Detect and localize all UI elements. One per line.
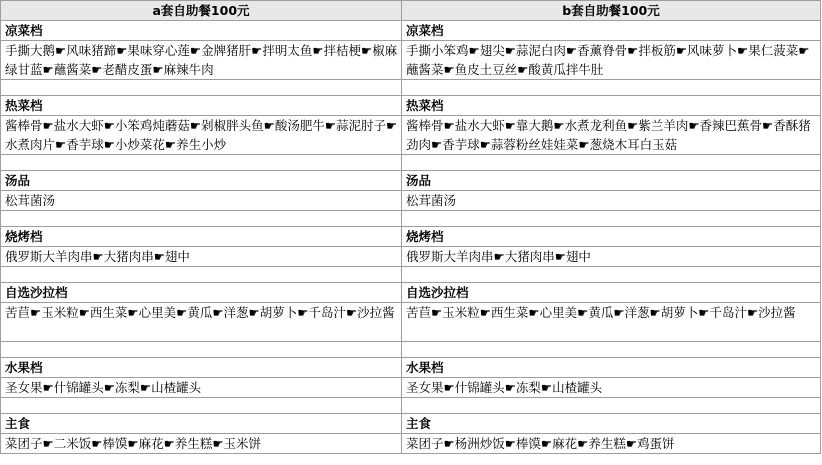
section-title-b: 主食 <box>402 414 821 434</box>
section-items-row <box>1 303 821 342</box>
section-title-a: 自选沙拉档 <box>1 283 402 303</box>
spacer-cell <box>402 155 821 171</box>
section-title-row <box>1 414 821 434</box>
spacer-row <box>1 80 821 96</box>
section-title-a: 水果档 <box>1 358 402 378</box>
section-title-row <box>1 283 821 303</box>
spacer-cell <box>402 398 821 414</box>
column-header-b: b套自助餐100元 <box>402 1 821 21</box>
section-items-b: 圣女果☛什锦罐头☛冻梨☛山楂罐头 <box>402 378 821 398</box>
section-title-row <box>1 21 821 41</box>
spacer-row <box>1 342 821 358</box>
section-items-a: 俄罗斯大羊肉串☛大猪肉串☛翅中 <box>1 247 402 267</box>
section-items-a: 圣女果☛什锦罐头☛冻梨☛山楂罐头 <box>1 378 402 398</box>
section-title-b: 汤品 <box>402 171 821 191</box>
column-header-a: a套自助餐100元 <box>1 1 402 21</box>
spacer-cell <box>1 398 402 414</box>
spacer-cell <box>1 342 402 358</box>
spacer-cell <box>402 267 821 283</box>
section-title-row <box>1 358 821 378</box>
section-title-b: 凉菜档 <box>402 21 821 41</box>
section-items-row <box>1 247 821 267</box>
section-title-row <box>1 171 821 191</box>
section-title-a: 热菜档 <box>1 96 402 116</box>
section-items-row <box>1 378 821 398</box>
section-items-row <box>1 41 821 80</box>
section-items-b: 酱棒骨☛盐水大虾☛靠大鹅☛水煮龙利鱼☛紫兰羊肉☛香辣巴蕉骨☛香酥猪劲肉☛香芋球☛蒜蓉粉丝娃娃菜☛葱烧木耳白玉菇 <box>402 116 821 155</box>
section-items-b: 菜团子☛杨洲炒饭☛棒馍☛麻花☛养生糕☛鸡蛋饼 <box>402 434 821 454</box>
section-items-row <box>1 116 821 155</box>
spacer-cell <box>402 80 821 96</box>
section-title-b: 热菜档 <box>402 96 821 116</box>
section-title-a: 烧烤档 <box>1 227 402 247</box>
section-title-b: 自选沙拉档 <box>402 283 821 303</box>
spacer-cell <box>402 211 821 227</box>
section-title-a: 汤品 <box>1 171 402 191</box>
spacer-row <box>1 155 821 171</box>
section-items-row <box>1 434 821 454</box>
spacer-cell <box>1 155 402 171</box>
spacer-cell <box>1 267 402 283</box>
spacer-row <box>1 398 821 414</box>
section-title-a: 凉菜档 <box>1 21 402 41</box>
section-items-b: 手撕小笨鸡☛翅尖☛蒜泥白肉☛香薰脊骨☛拌板筋☛风味萝卜☛果仁菠菜☛蘸酱菜☛鱼皮土豆丝☛酸黄瓜拌牛肚 <box>402 41 821 80</box>
spacer-cell <box>1 80 402 96</box>
section-title-b: 烧烤档 <box>402 227 821 247</box>
section-items-a: 菜团子☛二米饭☛棒馍☛麻花☛养生糕☛玉米饼 <box>1 434 402 454</box>
spacer-row <box>1 267 821 283</box>
section-items-b: 俄罗斯大羊肉串☛大猪肉串☛翅中 <box>402 247 821 267</box>
section-items-b: 苦苣☛玉米粒☛西生菜☛心里美☛黄瓜☛洋葱☛胡萝卜☛千岛汁☛沙拉酱 <box>402 303 821 342</box>
section-title-row <box>1 96 821 116</box>
spacer-row <box>1 211 821 227</box>
section-title-a: 主食 <box>1 414 402 434</box>
section-items-a: 手撕大鹅☛风味猪蹄☛果味穿心莲☛金牌猪肝☛拌明太鱼☛拌桔梗☛椒麻绿甘蓝☛蘸酱菜☛老醋皮蛋☛麻辣牛肉 <box>1 41 402 80</box>
spacer-cell <box>402 342 821 358</box>
header-row <box>1 1 821 21</box>
section-items-row <box>1 191 821 211</box>
section-items-b: 松茸菌汤 <box>402 191 821 211</box>
section-items-a: 苦苣☛玉米粒☛西生菜☛心里美☛黄瓜☛洋葱☛胡萝卜☛千岛汁☛沙拉酱 <box>1 303 402 342</box>
section-items-a: 酱棒骨☛盐水大虾☛小笨鸡炖蘑菇☛剁椒胖头鱼☛酸汤肥牛☛蒜泥肘子☛水煮肉片☛香芋球☛小炒菜花☛养生小炒 <box>1 116 402 155</box>
section-title-row <box>1 227 821 247</box>
section-title-b: 水果档 <box>402 358 821 378</box>
section-items-a: 松茸菌汤 <box>1 191 402 211</box>
spacer-cell <box>1 211 402 227</box>
